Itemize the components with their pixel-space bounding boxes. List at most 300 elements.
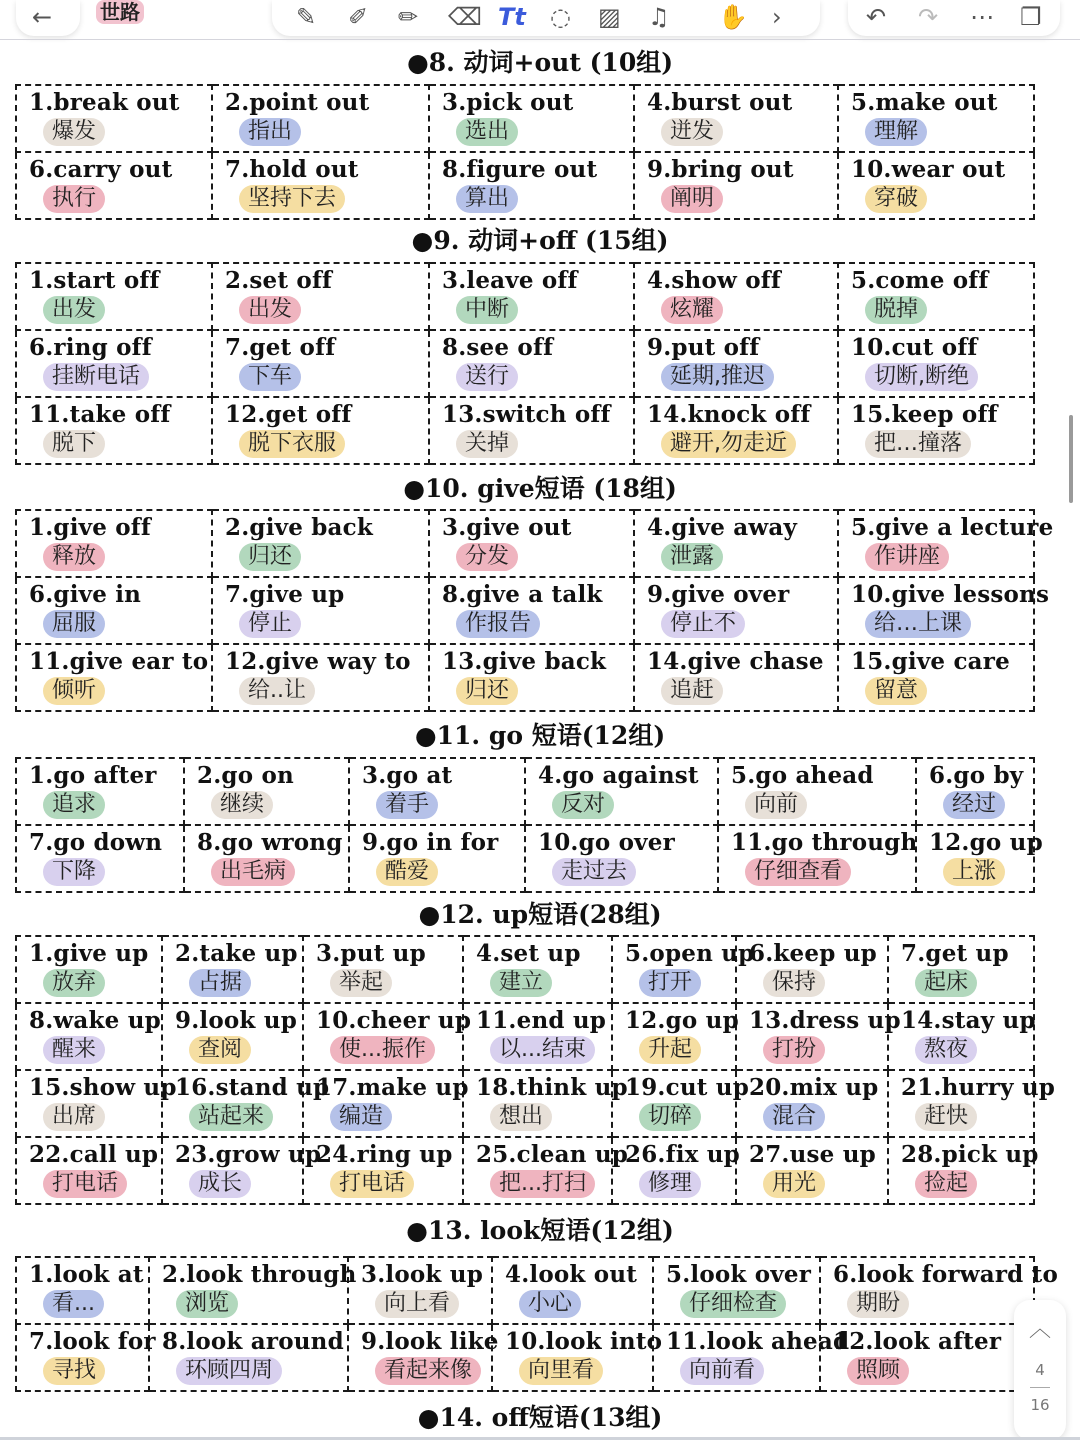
phrase-english: 23.grow up: [175, 1141, 322, 1168]
phrase-cell: [212, 510, 429, 577]
phrase-chinese: 使...振作: [330, 1036, 435, 1064]
page-navigator: [1014, 1300, 1066, 1440]
phrase-english: 5.make out: [851, 89, 998, 116]
phrase-chinese: 醒来: [43, 1036, 105, 1064]
section-title-verb-off: ●9. 动词+off (15组): [411, 226, 669, 255]
phrase-cell: [348, 1324, 499, 1391]
phrase-english: 15.show up: [29, 1074, 177, 1101]
phrase-chinese: 把...打扫: [490, 1170, 595, 1198]
phrase-chinese: 看起来像: [375, 1357, 481, 1385]
phrase-chinese: 建立: [490, 969, 552, 997]
phrase-chinese: 爆发: [43, 118, 105, 146]
phrase-cell: [820, 1257, 1058, 1324]
scrollbar-thumb[interactable]: [1069, 415, 1073, 503]
phrase-cell: [612, 1003, 739, 1070]
phrase-chinese: 看...: [43, 1290, 104, 1318]
phrase-cell: [16, 825, 184, 892]
phrase-cell: [463, 1137, 629, 1204]
phrase-cell: [16, 1324, 156, 1391]
phrase-cell: [492, 1324, 663, 1391]
phrase-chinese: 给..让: [239, 677, 315, 705]
phrase-chinese: 脱掉: [865, 296, 927, 324]
table-row: [16, 510, 1034, 577]
phrase-chinese: 打电话: [330, 1170, 414, 1198]
phrase-cell: [888, 1070, 1056, 1137]
phrase-english: 12.look after: [833, 1328, 1002, 1355]
phrase-chinese: 小心: [519, 1290, 581, 1318]
phrase-chinese: 送行: [456, 363, 518, 391]
phrase-cell: [184, 758, 349, 825]
phrase-chinese: 延期,推迟: [661, 363, 774, 391]
phrase-chinese: 执行: [43, 185, 105, 213]
phrase-english: 12.go up: [929, 829, 1043, 856]
phrase-english: 11.go through: [731, 829, 918, 856]
phrase-english: 11.take off: [29, 401, 171, 428]
phrase-english: 13.dress up: [749, 1007, 901, 1034]
more-icon[interactable]: ⋯: [970, 3, 994, 31]
phrase-cell: [718, 758, 916, 825]
phrase-cell: [16, 330, 212, 397]
phrase-english: 7.hold out: [225, 156, 359, 183]
phrase-chinese: 打扮: [763, 1036, 825, 1064]
section-title-give: ●10. give短语 (18组): [403, 474, 677, 503]
phrase-cell: [429, 577, 634, 644]
phrase-cell: [429, 397, 634, 464]
phrase-english: 8.figure out: [442, 156, 598, 183]
phrase-cell: [838, 397, 1034, 464]
phrase-english: 5.open up: [625, 940, 755, 967]
phrase-english: 3.put up: [316, 940, 426, 967]
phrase-cell: [838, 644, 1034, 711]
phrase-cell: [162, 1137, 322, 1204]
phrase-chinese: 切断,断绝: [865, 363, 978, 391]
phrase-chinese: 脱下衣服: [239, 430, 345, 458]
phrase-english: 1.give off: [29, 514, 151, 541]
phrase-cell: [303, 1003, 472, 1070]
phrase-chinese: 照顾: [847, 1357, 909, 1385]
table-row: [16, 152, 1034, 219]
phrase-english: 4.look out: [505, 1261, 638, 1288]
phrase-chinese: 作报告: [456, 610, 540, 638]
phrase-cell: [463, 1070, 628, 1137]
phrase-cell: [838, 510, 1054, 577]
phrase-chinese: 迸发: [661, 118, 723, 146]
phrase-chinese: 穿破: [865, 185, 927, 213]
phrase-cell: [916, 825, 1043, 892]
phrase-chinese: 仔细查看: [745, 858, 851, 886]
phrase-english: 26.fix up: [625, 1141, 740, 1168]
phrase-english: 1.look at: [29, 1261, 144, 1288]
phrase-chinese: 出席: [43, 1103, 105, 1131]
phrase-english: 28.pick up: [901, 1141, 1039, 1168]
phrase-english: 12.go up: [625, 1007, 739, 1034]
phrase-english: 8.see off: [442, 334, 554, 361]
phrase-chinese: 切碎: [639, 1103, 701, 1131]
phrase-english: 6.carry out: [29, 156, 173, 183]
phrase-chinese: 以...结束: [490, 1036, 595, 1064]
phrase-cell: [429, 263, 634, 330]
phrase-chinese: 熬夜: [915, 1036, 977, 1064]
table-row: [16, 1257, 1034, 1324]
phrase-english: 6.ring off: [29, 334, 152, 361]
phrase-cell: [212, 577, 429, 644]
phrase-cell: [149, 1324, 348, 1391]
mic-icon[interactable]: ♫: [648, 3, 670, 31]
phrase-english: 10.cheer up: [316, 1007, 472, 1034]
phrase-english: 8.go wrong: [197, 829, 343, 856]
phrase-chinese: 释放: [43, 543, 105, 571]
chevron-right-icon[interactable]: ›: [772, 3, 782, 31]
phrase-cell: [736, 1070, 888, 1137]
phrase-chinese: 环顾四周: [176, 1357, 282, 1385]
phrase-chinese: 泄露: [661, 543, 723, 571]
phrase-cell: [612, 936, 755, 1003]
phrase-cell: [838, 577, 1050, 644]
phrase-chinese: 向前看: [680, 1357, 764, 1385]
phrase-chinese: 坚持下去: [239, 185, 345, 213]
phrase-chinese: 炫耀: [661, 296, 723, 324]
phrase-cell: [162, 1070, 330, 1137]
phrase-chinese: 出毛病: [211, 858, 295, 886]
marker-icon[interactable]: ✐: [348, 3, 369, 31]
phrase-english: 5.look over: [666, 1261, 812, 1288]
phrase-english: 15.give care: [851, 648, 1010, 675]
phrase-chinese: 下车: [239, 363, 301, 391]
phrase-english: 11.look ahead: [666, 1328, 850, 1355]
phrase-english: 1.break out: [29, 89, 180, 116]
phrase-cell: [838, 152, 1034, 219]
phrase-chinese: 阐明: [661, 185, 723, 213]
phrase-cell: [838, 330, 1034, 397]
phrase-chinese: 期盼: [847, 1290, 909, 1318]
phrase-cell: [16, 644, 212, 711]
phrase-cell: [612, 1070, 749, 1137]
table-row: [16, 644, 1034, 711]
phrase-english: 11.give ear to: [29, 648, 209, 675]
phrase-cell: [525, 825, 718, 892]
phrase-cell: [492, 1257, 653, 1324]
section-title-verb-out: ●8. 动词+out (10组): [406, 48, 674, 77]
phrase-cell: [303, 1070, 469, 1137]
phrase-english: 19.cut up: [625, 1074, 749, 1101]
phrase-cell: [888, 1003, 1034, 1070]
phrase-cell: [634, 510, 838, 577]
phrase-table-give: [15, 509, 1054, 712]
phrase-chinese: 修理: [639, 1170, 701, 1198]
phrase-english: 3.go at: [362, 762, 453, 789]
phrase-english: 12.get off: [225, 401, 352, 428]
phrase-cell: [888, 1137, 1039, 1204]
phrase-english: 14.give chase: [647, 648, 824, 675]
pen-icon[interactable]: ✎: [296, 3, 317, 31]
table-row: [16, 577, 1034, 644]
phrase-english: 2.give back: [225, 514, 373, 541]
phrase-chinese: 给…上课: [865, 610, 971, 638]
table-row: [16, 1137, 1034, 1204]
table-row: [16, 85, 1034, 152]
total-page-count: 16: [1030, 1396, 1050, 1414]
phrase-cell: [212, 263, 429, 330]
phrase-english: 17.make up: [316, 1074, 469, 1101]
table-row: [16, 1070, 1034, 1137]
phrase-english: 9.look like: [361, 1328, 499, 1355]
phrase-english: 2.take up: [175, 940, 298, 967]
phrase-cell: [16, 263, 212, 330]
phrase-english: 22.call up: [29, 1141, 159, 1168]
table-row: [16, 263, 1034, 330]
section-title-off: ●14. off短语(13组): [417, 1403, 663, 1432]
phrase-chinese: 向前: [745, 791, 807, 819]
back-button[interactable]: [16, 0, 80, 36]
phrase-english: 4.set up: [476, 940, 581, 967]
phrase-table-verb-out: [15, 84, 1035, 220]
arrow-left-icon: ←: [32, 3, 53, 31]
table-row: [16, 1003, 1034, 1070]
lasso-icon[interactable]: ◌: [550, 3, 571, 31]
phrase-chinese: 酷爱: [376, 858, 438, 886]
phrase-cell: [718, 825, 916, 892]
phrase-table-go: [15, 757, 1043, 893]
phrase-cell: [212, 85, 429, 152]
undo-icon[interactable]: ↶: [866, 3, 887, 31]
phrase-chinese: 查阅: [189, 1036, 251, 1064]
section-title-look: ●13. look短语(12组): [406, 1216, 674, 1245]
phrase-cell: [429, 85, 634, 152]
pages-icon[interactable]: ❐: [1020, 3, 1042, 31]
table-row: [16, 1324, 1034, 1391]
phrase-table-up: [15, 935, 1056, 1205]
phrase-english: 1.start off: [29, 267, 160, 294]
phrase-cell: [838, 263, 1034, 330]
phrase-cell: [634, 397, 838, 464]
phrase-cell: [303, 1137, 463, 1204]
phrase-cell: [16, 85, 212, 152]
redo-icon[interactable]: ↷: [918, 3, 939, 31]
phrase-english: 7.go down: [29, 829, 163, 856]
phrase-chinese: 倾听: [43, 677, 105, 705]
phrase-chinese: 想出: [490, 1103, 552, 1131]
phrase-english: 5.go ahead: [731, 762, 874, 789]
phrase-english: 3.look up: [361, 1261, 483, 1288]
phrase-english: 16.stand up: [175, 1074, 330, 1101]
phrase-cell: [212, 330, 429, 397]
phrase-english: 8.look around: [162, 1328, 344, 1355]
phrase-english: 4.give away: [647, 514, 798, 541]
phrase-cell: [463, 936, 612, 1003]
phrase-chinese: 追赶: [661, 677, 723, 705]
chevron-up-icon[interactable]: ︿: [1028, 1317, 1051, 1342]
phrase-chinese: 选出: [456, 118, 518, 146]
phrase-english: 7.get up: [901, 940, 1009, 967]
phrase-cell: [429, 510, 634, 577]
phrase-english: 10.cut off: [851, 334, 978, 361]
phrase-cell: [916, 758, 1034, 825]
phrase-chinese: 站起来: [189, 1103, 273, 1131]
text-tool-icon[interactable]: Tt: [498, 3, 526, 31]
phrase-cell: [612, 1137, 740, 1204]
phrase-cell: [429, 152, 634, 219]
phrase-cell: [634, 644, 838, 711]
phrase-cell: [349, 758, 525, 825]
phrase-cell: [16, 936, 162, 1003]
phrase-cell: [184, 825, 349, 892]
phrase-cell: [16, 1070, 177, 1137]
table-row: [16, 936, 1034, 1003]
phrase-english: 9.look up: [175, 1007, 297, 1034]
phrase-english: 4.show off: [647, 267, 781, 294]
phrase-chinese: 打电话: [43, 1170, 127, 1198]
phrase-chinese: 继续: [211, 791, 273, 819]
right-tools-group: [848, 0, 1060, 36]
phrase-chinese: 反对: [552, 791, 614, 819]
phrase-cell: [820, 1324, 1034, 1391]
phrase-chinese: 归还: [239, 543, 301, 571]
phrase-chinese: 指出: [239, 118, 301, 146]
phrase-english: 9.bring out: [647, 156, 794, 183]
image-icon[interactable]: ▨: [598, 3, 621, 31]
table-row: [16, 330, 1034, 397]
phrase-english: 6.go by: [929, 762, 1024, 789]
phrase-english: 14.knock off: [647, 401, 811, 428]
phrase-english: 13.switch off: [442, 401, 611, 428]
phrase-cell: [525, 758, 718, 825]
phrase-chinese: 打开: [639, 969, 701, 997]
phrase-english: 3.pick out: [442, 89, 574, 116]
phrase-chinese: 作讲座: [865, 543, 949, 571]
drawing-tools-group: [272, 0, 820, 36]
phrase-chinese: 挂断电话: [43, 363, 149, 391]
phrase-cell: [634, 577, 838, 644]
phrase-chinese: 升起: [639, 1036, 701, 1064]
phrase-chinese: 起床: [915, 969, 977, 997]
phrase-chinese: 分发: [456, 543, 518, 571]
phrase-cell: [349, 825, 525, 892]
phrase-english: 6.keep up: [749, 940, 877, 967]
eraser-icon[interactable]: ⌫: [448, 3, 482, 31]
phrase-english: 2.set off: [225, 267, 333, 294]
phrase-english: 5.come off: [851, 267, 989, 294]
phrase-chinese: 编造: [330, 1103, 392, 1131]
phrase-cell: [888, 936, 1034, 1003]
phrase-chinese: 留意: [865, 677, 927, 705]
phrase-chinese: 归还: [456, 677, 518, 705]
phrase-chinese: 关掉: [456, 430, 518, 458]
phrase-table-look: [15, 1256, 1058, 1392]
phrase-english: 1.give up: [29, 940, 149, 967]
phrase-chinese: 混合: [763, 1103, 825, 1131]
phrase-english: 9.go in for: [362, 829, 499, 856]
highlighter-icon[interactable]: ✏: [398, 3, 419, 31]
phrase-english: 2.point out: [225, 89, 370, 116]
phrase-english: 8.give a talk: [442, 581, 603, 608]
phrase-chinese: 屈服: [43, 610, 105, 638]
phrase-english: 8.wake up: [29, 1007, 161, 1034]
phrase-english: 10.look into: [505, 1328, 663, 1355]
phrase-english: 6.look forward to: [833, 1261, 1058, 1288]
phrase-chinese: 下降: [43, 858, 105, 886]
phrase-english: 7.look for: [29, 1328, 156, 1355]
phrase-english: 24.ring up: [316, 1141, 453, 1168]
phrase-english: 20.mix up: [749, 1074, 879, 1101]
section-title-up: ●12. up短语(28组): [418, 900, 662, 929]
phrase-chinese: 保持: [763, 969, 825, 997]
phrase-english: 3.leave off: [442, 267, 578, 294]
phrase-english: 14.stay up: [901, 1007, 1036, 1034]
phrase-cell: [16, 1257, 149, 1324]
phrase-chinese: 上涨: [943, 858, 1005, 886]
phrase-chinese: 把…撞落: [865, 430, 971, 458]
phrase-cell: [634, 330, 838, 397]
phrase-english: 11.end up: [476, 1007, 607, 1034]
phrase-english: 5.give a lecture: [851, 514, 1054, 541]
phrase-cell: [634, 152, 838, 219]
phrase-chinese: 举起: [330, 969, 392, 997]
phrase-english: 21.hurry up: [901, 1074, 1056, 1101]
phrase-english: 10.go over: [538, 829, 675, 856]
phrase-chinese: 中断: [456, 296, 518, 324]
phrase-table-verb-off: [15, 262, 1035, 465]
phrase-cell: [838, 85, 1034, 152]
phrase-chinese: 成长: [189, 1170, 251, 1198]
phrase-cell: [736, 1137, 888, 1204]
phrase-cell: [634, 85, 838, 152]
phrase-chinese: 追求: [43, 791, 105, 819]
phrase-chinese: 停止不: [661, 610, 745, 638]
phrase-chinese: 避开,勿走近: [661, 430, 796, 458]
phrase-english: 6.give in: [29, 581, 142, 608]
phrase-english: 10.give lessons: [851, 581, 1050, 608]
phrase-cell: [348, 1257, 492, 1324]
phrase-cell: [653, 1324, 850, 1391]
table-row: [16, 825, 1034, 892]
phrase-english: 2.look through: [162, 1261, 357, 1288]
table-row: [16, 758, 1034, 825]
phrase-cell: [162, 1003, 303, 1070]
phrase-cell: [653, 1257, 820, 1324]
phrase-cell: [16, 758, 184, 825]
phrase-chinese: 停止: [239, 610, 301, 638]
phrase-chinese: 出发: [43, 296, 105, 324]
phrase-chinese: 放弃: [43, 969, 105, 997]
phrase-english: 2.go on: [197, 762, 294, 789]
phrase-chinese: 向里看: [519, 1357, 603, 1385]
phrase-cell: [16, 152, 212, 219]
phrase-cell: [429, 644, 634, 711]
phrase-english: 1.go after: [29, 762, 157, 789]
phrase-chinese: 浏览: [176, 1290, 238, 1318]
phrase-chinese: 脱下: [43, 430, 105, 458]
phrase-english: 12.give way to: [225, 648, 411, 675]
phrase-chinese: 出发: [239, 296, 301, 324]
phrase-cell: [16, 577, 212, 644]
phrase-english: 10.wear out: [851, 156, 1006, 183]
phrase-english: 7.give up: [225, 581, 345, 608]
phrase-cell: [212, 644, 429, 711]
phrase-chinese: 用光: [763, 1170, 825, 1198]
hand-icon[interactable]: ✋: [718, 3, 748, 31]
phrase-chinese: 向上看: [375, 1290, 459, 1318]
phrase-english: 3.give out: [442, 514, 572, 541]
top-toolbar: [0, 0, 1080, 40]
phrase-chinese: 仔细检查: [680, 1290, 786, 1318]
phrase-cell: [736, 936, 888, 1003]
phrase-chinese: 走过去: [552, 858, 636, 886]
phrase-cell: [736, 1003, 901, 1070]
phrase-chinese: 赶快: [915, 1103, 977, 1131]
phrase-english: 9.put off: [647, 334, 760, 361]
phrase-cell: [16, 1003, 162, 1070]
phrase-chinese: 理解: [865, 118, 927, 146]
